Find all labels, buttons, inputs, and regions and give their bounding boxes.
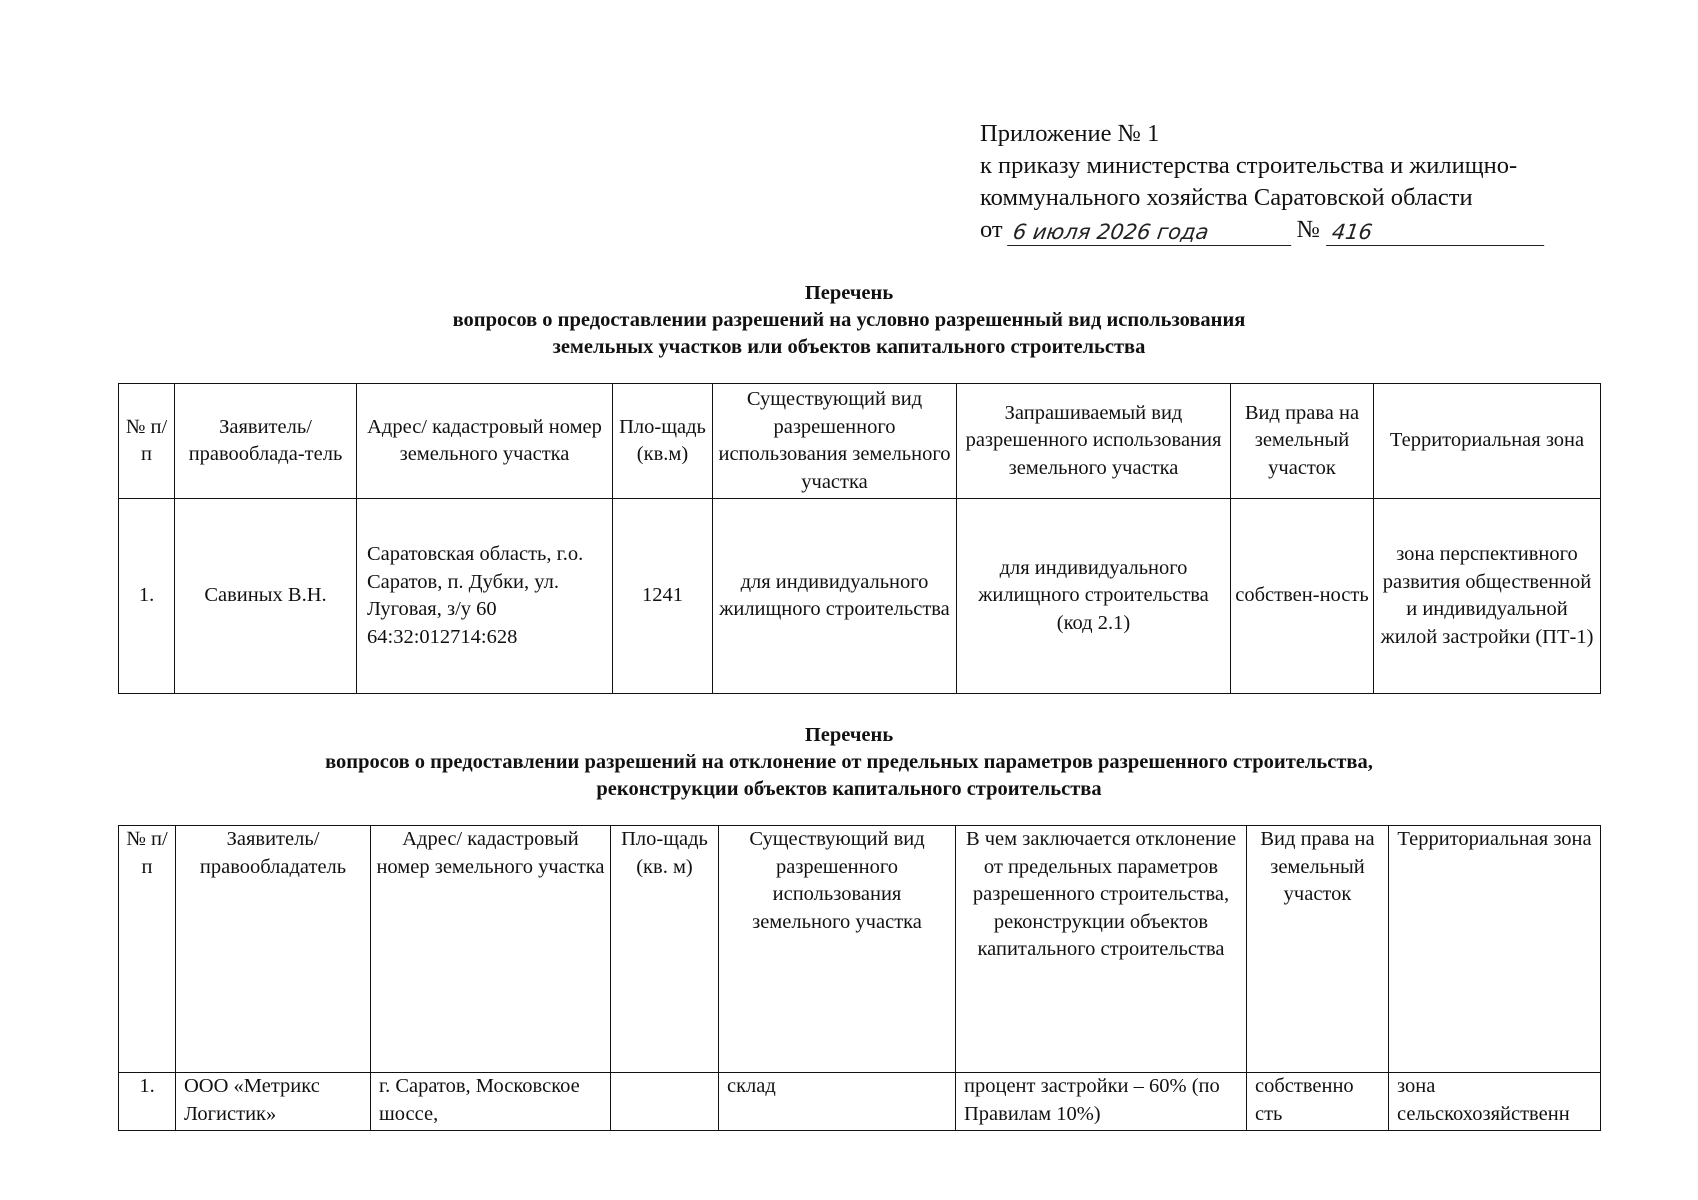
cell-existing-use: склад xyxy=(719,1073,956,1131)
col-area: Пло-щадь (кв.м) xyxy=(613,384,713,499)
conditional-use-table xyxy=(118,383,1601,694)
appendix-line-1: к приказу министерства строительства и жилищно- xyxy=(980,152,1518,179)
table-header-row xyxy=(119,826,1601,1073)
cell-number: 1. xyxy=(119,499,175,694)
cell-area xyxy=(611,1073,719,1131)
section2-heading xyxy=(0,722,1698,803)
cell-deviation: процент застройки – 60% (по Правилам 10%) xyxy=(956,1073,1247,1131)
col-deviation: В чем заключается отклонение от предельных параметров разрешенного строительства, реконструкции объектов капитального строительства xyxy=(956,826,1247,1073)
order-date-number-line xyxy=(980,214,1620,246)
col-number: № п/п xyxy=(119,826,176,1073)
col-number: № п/п xyxy=(119,384,175,499)
col-applicant: Заявитель/ правообладатель xyxy=(176,826,371,1073)
col-address: Адрес/ кадастровый номер земельного участка xyxy=(357,384,613,499)
appendix-line-2: коммунального хозяйства Саратовской области xyxy=(980,184,1473,211)
cell-zone: зона сельскохозяйственн xyxy=(1389,1073,1601,1131)
col-existing-use: Существующий вид разрешенного использования земельного участка xyxy=(713,384,957,499)
heading-line: реконструкции объектов капитального строительства xyxy=(596,778,1102,800)
col-address: Адрес/ кадастровый номер земельного участка xyxy=(371,826,611,1073)
col-zone: Территориальная зона xyxy=(1374,384,1601,499)
heading-line: земельных участков или объектов капитального строительства xyxy=(552,336,1146,358)
heading-line: вопросов о предоставлении разрешений на отклонение от предельных параметров разрешенного строительства, xyxy=(325,751,1373,773)
cell-area: 1241 xyxy=(613,499,713,694)
heading-line: Перечень xyxy=(804,724,894,746)
cell-number: 1. xyxy=(119,1073,176,1131)
from-label: от xyxy=(980,216,1003,243)
cell-right: собственно сть xyxy=(1247,1073,1389,1131)
handwritten-number: 416 xyxy=(1326,219,1548,246)
col-zone: Территориальная зона xyxy=(1389,826,1601,1073)
col-right: Вид права на земельный участок xyxy=(1231,384,1374,499)
cell-existing-use: для индивидуального жилищного строительства xyxy=(713,499,957,694)
heading-line: вопросов о предоставлении разрешений на условно разрешенный вид использования xyxy=(452,309,1246,331)
table-row xyxy=(119,499,1601,694)
appendix-block xyxy=(980,118,1620,246)
cell-address: г. Саратов, Московское шоссе, xyxy=(371,1073,611,1131)
cell-applicant: Савиных В.Н. xyxy=(175,499,357,694)
table-row xyxy=(119,1073,1601,1131)
section1-heading xyxy=(0,280,1698,361)
cell-applicant: ООО «Метрикс Логистик» xyxy=(176,1073,371,1131)
number-label: № xyxy=(1296,216,1321,243)
cell-zone: зона перспективного развития общественной и индивидуальной жилой застройки (ПТ-1) xyxy=(1374,499,1601,694)
col-applicant: Заявитель/ правооблада-тель xyxy=(175,384,357,499)
col-existing-use: Существующий вид разрешенного использования земельного участка xyxy=(719,826,956,1073)
col-right: Вид права на земельный участок xyxy=(1247,826,1389,1073)
table-header-row xyxy=(119,384,1601,499)
appendix-title: Приложение № 1 xyxy=(980,120,1160,147)
col-requested-use: Запрашиваемый вид разрешенного использования земельного участка xyxy=(957,384,1231,499)
cell-right: собствен-ность xyxy=(1231,499,1374,694)
col-area: Пло-щадь (кв. м) xyxy=(611,826,719,1073)
heading-line: Перечень xyxy=(804,282,894,304)
deviation-table xyxy=(118,825,1601,1131)
handwritten-date: 6 июля 2026 года xyxy=(1007,219,1295,246)
cell-requested-use: для индивидуального жилищного строительства (код 2.1) xyxy=(957,499,1231,694)
cell-address: Саратовская область, г.о. Саратов, п. Дубки, ул. Луговая, з/у 60 64:32:012714:628 xyxy=(357,499,613,694)
